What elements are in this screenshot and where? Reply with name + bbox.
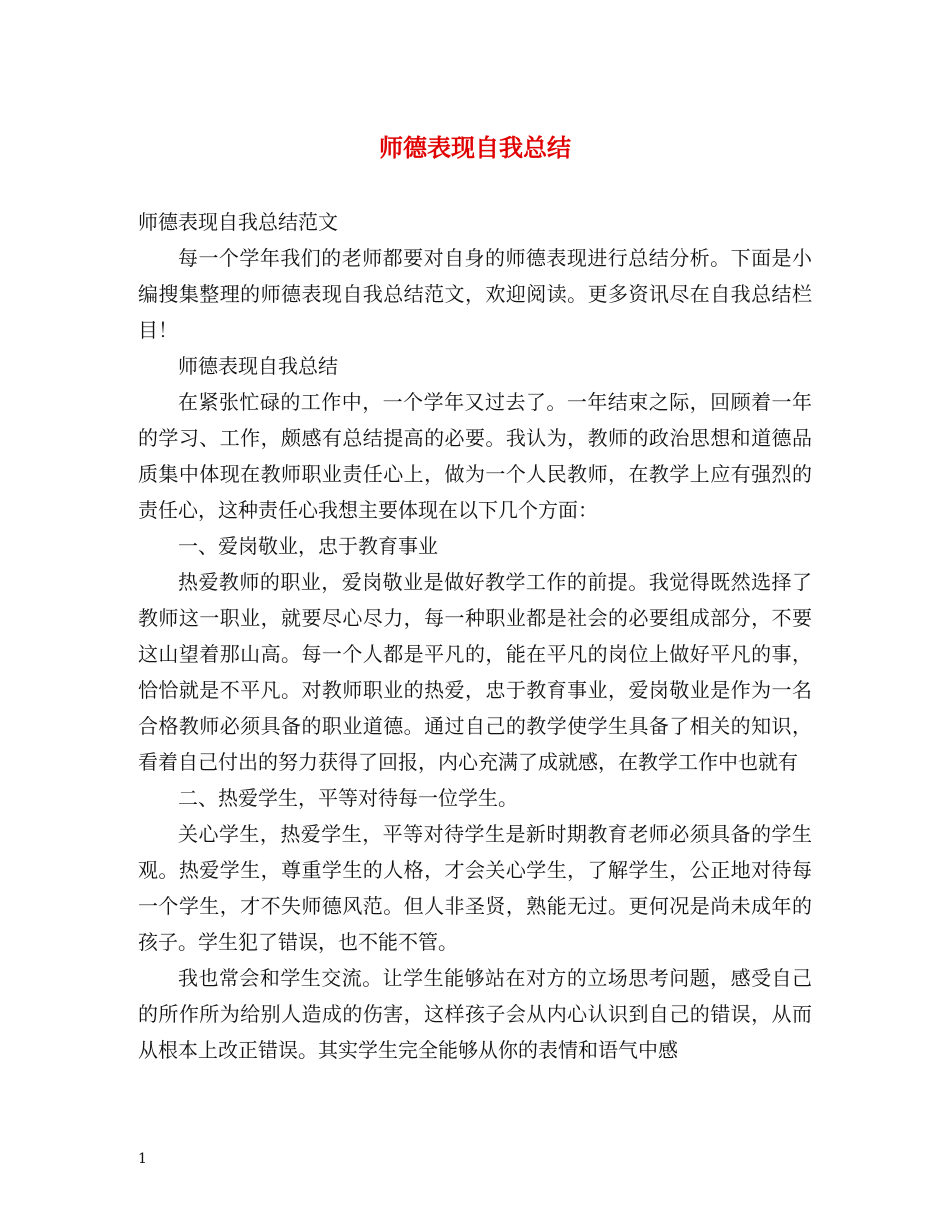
section-heading: 师德表现自我总结 (178, 354, 338, 378)
document-body (138, 204, 812, 1068)
subtitle-paragraph: 师德表现自我总结范文 (138, 210, 338, 234)
body-paragraph: 关心学生，热爱学生，平等对待学生是新时期教育老师必须具备的学生观。热爱学生，尊重学生的人格，才会关心学生，了解学生，公正地对待每一个学生，才不失师德风范。但人非圣贤，熟能无过。更何况是尚未成年的孩子。学生犯了错误，也不能不管。 (138, 822, 812, 954)
body-paragraph: 在紧张忙碌的工作中，一个学年又过去了。一年结束之际，回顾着一年的学习、工作，颇感有总结提高的必要。我认为，教师的政治思想和道德品质集中体现在教师职业责任心上，做为一个人民教师，在教学上应有强烈的责任心，这种责任心我想主要体现在以下几个方面： (138, 390, 812, 522)
intro-paragraph: 每一个学年我们的老师都要对自身的师德表现进行总结分析。下面是小编搜集整理的师德表现自我总结范文，欢迎阅读。更多资讯尽在自我总结栏目！ (138, 246, 812, 342)
document-title: 师德表现自我总结 (379, 133, 571, 162)
section-heading: 一、爱岗敬业，忠于教育事业 (178, 534, 438, 558)
page-number: 1 (138, 1151, 147, 1167)
body-paragraph: 我也常会和学生交流。让学生能够站在对方的立场思考问题，感受自己的所作所为给别人造成的伤害，这样孩子会从内心认识到自己的错误，从而从根本上改正错误。其实学生完全能够从你的表情和语气中感 (138, 966, 812, 1062)
section-heading: 二、热爱学生，平等对待每一位学生。 (178, 786, 518, 810)
body-paragraph: 热爱教师的职业，爱岗敬业是做好教学工作的前提。我觉得既然选择了教师这一职业，就要尽心尽力，每一种职业都是社会的必要组成部分，不要这山望着那山高。每一个人都是平凡的，能在平凡的岗位上做好平凡的事，恰恰就是不平凡。对教师职业的热爱，忠于教育事业，爱岗敬业是作为一名合格教师必须具备的职业道德。通过自己的教学使学生具备了相关的知识，看着自己付出的努力获得了回报，内心充满了成就感，在教学工作中也就有 (138, 570, 812, 774)
